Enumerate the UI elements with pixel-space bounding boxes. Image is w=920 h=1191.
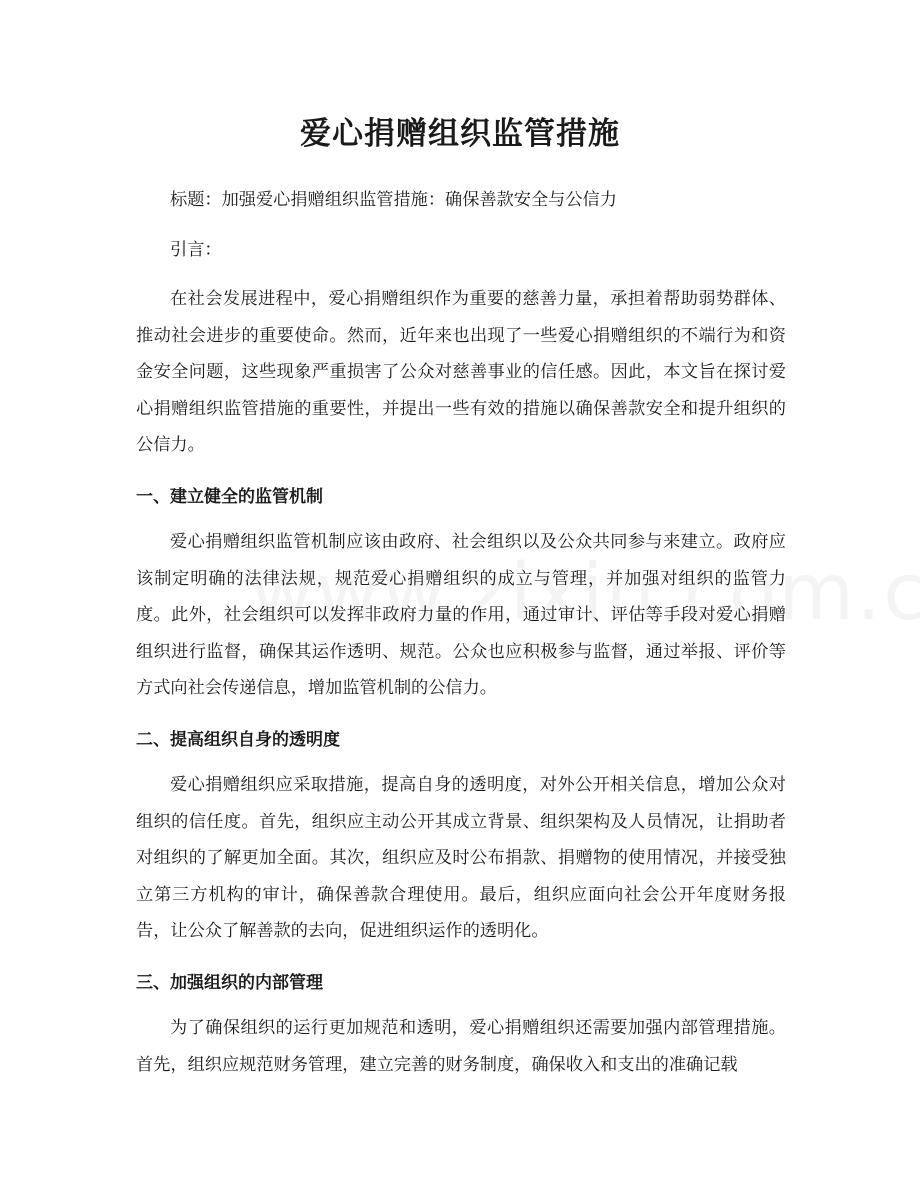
section-3-body: 为了确保组织的运行更加规范和透明，爱心捐赠组织还需要加强内部管理措施。首先，组织应规范财务管理，建立完善的财务制度，确保收入和支出的准确记载	[136, 1018, 786, 1075]
section-1-heading: 一、建立健全的监管机制	[136, 487, 323, 507]
intro-paragraph: 在社会发展进程中，爱心捐赠组织作为重要的慈善力量，承担着帮助弱势群体、推动社会进步的重要使命。然而，近年来也出现了一些爱心捐赠组织的不端行为和资金安全问题，这些现象严重损害了公众对慈善事业的信任感。因此，本文旨在探讨爱心捐赠组织监管措施的重要性，并提出一些有效的措施以确保善款安全和提升组织的公信力。	[136, 289, 786, 455]
intro-label: 引言：	[170, 240, 222, 260]
document-title: 爱心捐赠组织监管措施	[300, 116, 620, 152]
subtitle-line: 标题：加强爱心捐赠组织监管措施：确保善款安全与公信力	[170, 190, 617, 210]
section-2-heading: 二、提高组织自身的透明度	[136, 730, 340, 750]
section-2-body: 爱心捐赠组织应采取措施，提高自身的透明度，对外公开相关信息，增加公众对组织的信任度。首先，组织应主动公开其成立背景、组织架构及人员情况，让捐助者对组织的了解更加全面。其次，组织应及时公布捐款、捐赠物的使用情况，并接受独立第三方机构的审计，确保善款合理使用。最后，组织应面向社会公开年度财务报告，让公众了解善款的去向，促进组织运作的透明化。	[136, 775, 786, 941]
section-1-body: 爱心捐赠组织监管机制应该由政府、社会组织以及公众共同参与来建立。政府应该制定明确的法律法规，规范爱心捐赠组织的成立与管理，并加强对组织的监管力度。此外，社会组织可以发挥非政府力量的作用，通过审计、评估等手段对爱心捐赠组织进行监督，确保其运作透明、规范。公众也应积极参与监督，通过举报、评价等方式向社会传递信息，增加监管机制的公信力。	[136, 532, 786, 698]
section-3-heading: 三、加强组织的内部管理	[136, 973, 323, 993]
